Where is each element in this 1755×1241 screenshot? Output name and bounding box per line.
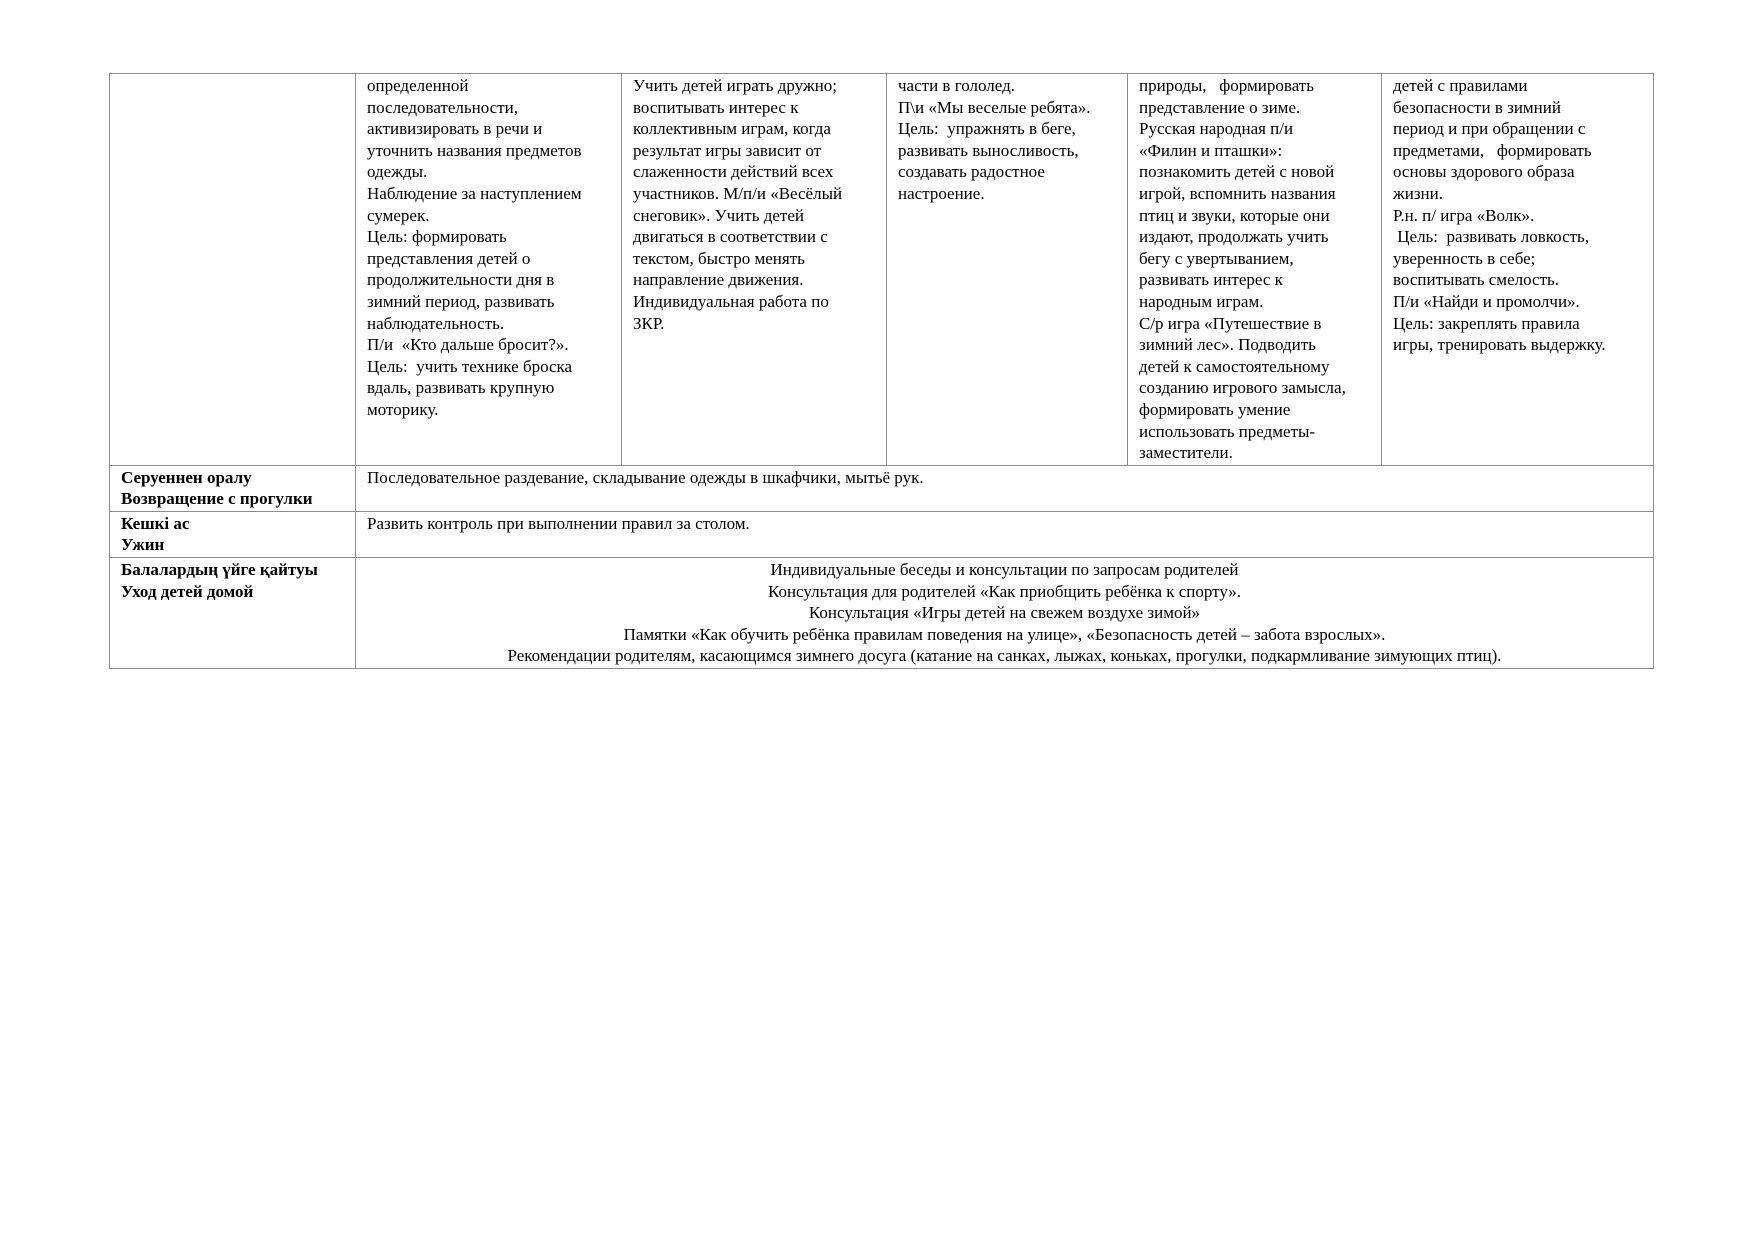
cell-text-line: направление движения. [633, 270, 804, 290]
cell-text-line: Русская народная п/и [1139, 119, 1294, 139]
cell-text-line: воспитывать смелость. [1393, 270, 1559, 290]
cell-text-line: участников. М/п/и «Весёлый [633, 183, 843, 203]
walk-cell-day-2 [622, 74, 887, 466]
cell-text-line: активизировать в речи и [367, 119, 543, 139]
home-text-cell [356, 558, 1654, 669]
home-line-2: Консультация для родителей «Как приобщить ребёнка к спорту». [767, 581, 1242, 601]
cell-text-line: основы здорового образа [1393, 162, 1575, 182]
cell-text-line: С/р игра «Путешествие в [1139, 313, 1322, 333]
cell-text-line: одежды. [367, 162, 428, 182]
walk-cell-day-5 [1382, 74, 1654, 466]
cell-text-line: детей к самостоятельному [1139, 356, 1330, 376]
walk-cell-day-4 [1128, 74, 1382, 466]
walk-label-cell [110, 74, 356, 466]
cell-text-line: использовать предметы- [1139, 421, 1316, 441]
return-text-cell [356, 465, 1654, 511]
dinner-text: Развить контроль при выполнении правил за столом. [367, 513, 750, 533]
cell-text-line: формировать умение [1139, 399, 1291, 419]
cell-text-line: заместители. [1139, 443, 1233, 463]
cell-text-line: П\и «Мы веселые ребята». [898, 97, 1091, 117]
cell-text-line: последовательности, [367, 97, 518, 117]
cell-text-line: П/и «Найди и промолчи». [1393, 291, 1580, 311]
cell-text-line: продолжительности дня в [367, 270, 555, 290]
cell-text-line: познакомить детей с новой [1139, 162, 1335, 182]
home-label-ru: Уход детей домой [121, 581, 254, 601]
cell-text-line: детей с правилами [1393, 76, 1528, 95]
cell-text-line: Цель: учить технике броска [367, 356, 573, 376]
cell-text-line: вдаль, развивать крупную [367, 378, 555, 398]
cell-text-line: определенной [367, 76, 469, 95]
cell-text-line: издают, продолжать учить [1139, 227, 1329, 247]
walk-row [110, 74, 1654, 466]
home-line-5: Рекомендации родителям, касающимся зимнего досуга (катание на санках, лыжах, коньках, прогулки, подкармливание зимующих птиц). [507, 646, 1502, 666]
cell-text-line: Наблюдение за наступлением [367, 183, 582, 203]
cell-text-line: зимний лес». Подводить [1139, 335, 1316, 355]
return-row [110, 465, 1654, 511]
cell-text-line: игрой, вспомнить названия [1139, 183, 1336, 203]
cell-text-line: созданию игрового замысла, [1139, 378, 1346, 398]
cell-text-line: период и при обращении с [1393, 119, 1586, 139]
cell-text-line: игры, тренировать выдержку. [1393, 335, 1606, 355]
cell-text-line: Индивидуальная работа по [633, 291, 829, 311]
cell-text-line: П/и «Кто дальше бросит?». [367, 335, 569, 355]
cell-text-line: жизни. [1393, 183, 1444, 203]
return-text: Последовательное раздевание, складывание одежды в шкафчики, мытьё рук. [367, 467, 924, 487]
cell-text-line: «Филин и пташки»: [1139, 140, 1283, 160]
dinner-label-kz: Кешкі ас [121, 513, 190, 533]
cell-text-line: снеговик». Учить детей [633, 205, 805, 225]
return-label-cell [110, 465, 356, 511]
home-line-1: Индивидуальные беседы и консультации по запросам родителей [770, 560, 1239, 580]
dinner-label-ru: Ужин [121, 535, 165, 555]
cell-text-line: двигаться в соответствии с [633, 227, 828, 247]
cell-text-line: представление о зиме. [1139, 97, 1301, 117]
cell-text-line: создавать радостное [898, 162, 1045, 182]
cell-text-line: развивать выносливость, [898, 140, 1079, 160]
cell-text-line: бегу с увертыванием, [1139, 248, 1294, 268]
walk-cell-day-3 [887, 74, 1128, 466]
home-label-cell [110, 558, 356, 669]
cell-text-line: Цель: формировать [367, 227, 507, 247]
cell-text-line: наблюдательность. [367, 313, 505, 333]
cell-text-line: уточнить названия предметов [367, 140, 582, 160]
cell-text-line: части в гололед. [898, 76, 1015, 95]
cell-text-line: представления детей о [367, 248, 531, 268]
cell-text-line: народным играм. [1139, 291, 1264, 311]
home-line-4: Памятки «Как обучить ребёнка правилам поведения на улице», «Безопасность детей – забота взрослых». [623, 624, 1386, 644]
walk-cell-day-1 [356, 74, 622, 466]
cell-text-line: безопасности в зимний [1393, 97, 1561, 117]
cell-text-line: слаженности действий всех [633, 162, 834, 182]
cell-text-line: Учить детей играть дружно; [633, 76, 838, 95]
cell-text-line: текстом, быстро менять [633, 248, 805, 268]
cell-text-line: Цель: развивать ловкость, [1393, 227, 1590, 247]
cell-text-line: предметами, формировать [1393, 140, 1592, 160]
cell-text-line: природы, формировать [1139, 76, 1314, 95]
home-row [110, 558, 1654, 669]
cell-text-line: моторику. [367, 399, 439, 419]
home-label-kz: Балалардың үйге қайтуы [121, 560, 318, 580]
cell-text-line: сумерек. [367, 205, 430, 225]
dinner-row [110, 511, 1654, 557]
cell-text-line: развивать интерес к [1139, 270, 1283, 290]
dinner-text-cell [356, 511, 1654, 557]
cell-text-line: ЗКР. [633, 313, 665, 333]
cell-text-line: уверенность в себе; [1393, 248, 1536, 268]
cell-text-line: воспитывать интерес к [633, 97, 799, 117]
daily-plan-table [109, 73, 1654, 669]
cell-text-line: Р.н. п/ игра «Волк». [1393, 205, 1535, 225]
cell-text-line: Цель: упражнять в беге, [898, 119, 1076, 139]
return-label-kz: Серуеннен оралу [121, 467, 252, 487]
cell-text-line: зимний период, развивать [367, 291, 555, 311]
cell-text-line: птиц и звуки, которые они [1139, 205, 1330, 225]
return-label-ru: Возвращение с прогулки [121, 489, 313, 509]
cell-text-line: результат игры зависит от [633, 140, 822, 160]
cell-text-line: настроение. [898, 183, 985, 203]
cell-text-line: Цель: закреплять правила [1393, 313, 1580, 333]
cell-text-line: коллективным играм, когда [633, 119, 831, 139]
home-line-3: Консультация «Игры детей на свежем воздухе зимой» [808, 603, 1201, 623]
dinner-label-cell [110, 511, 356, 557]
